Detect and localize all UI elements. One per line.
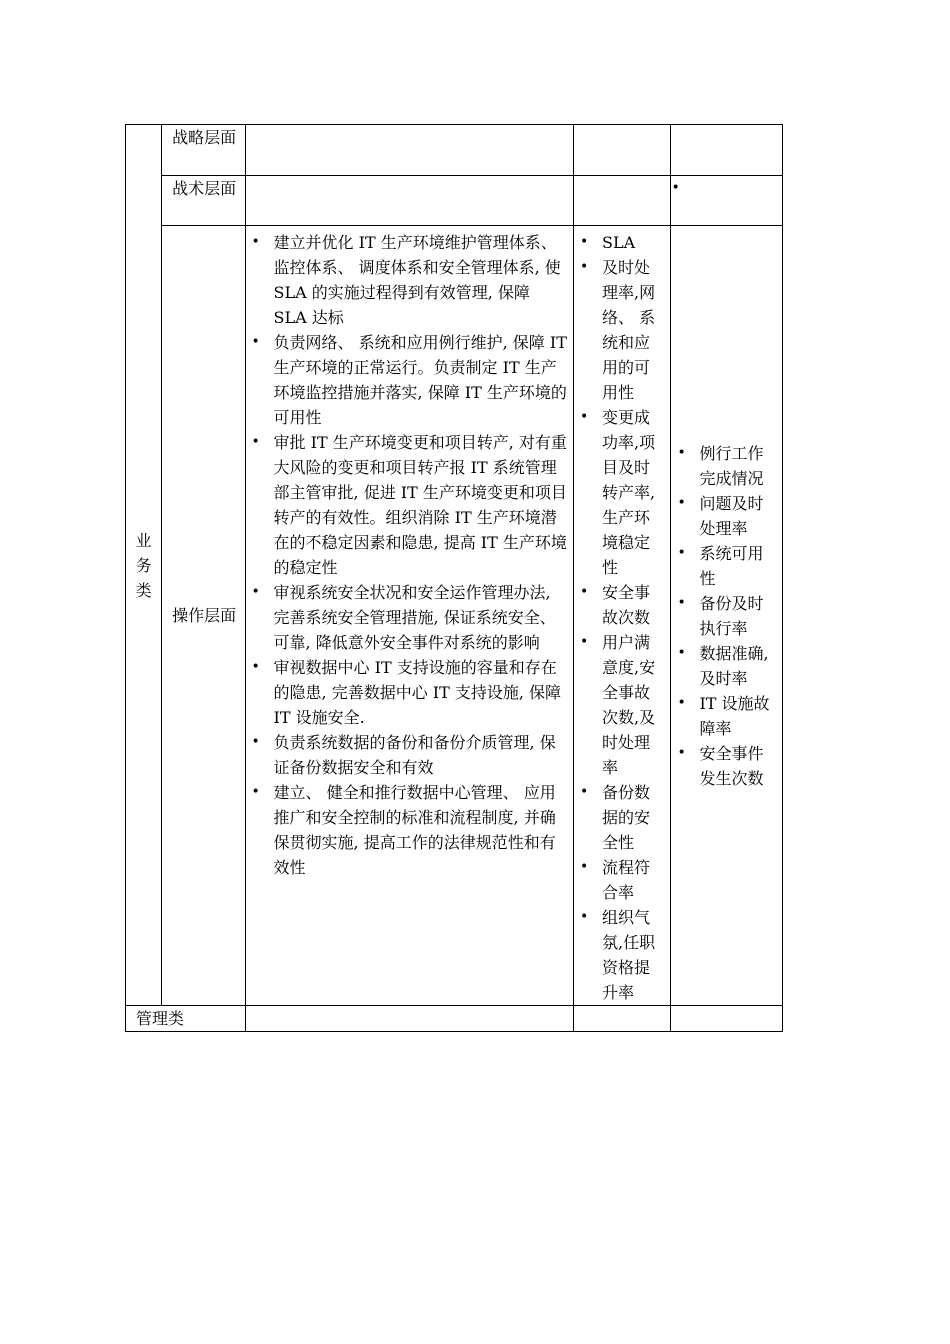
list-item: • 建立、 健全和推行数据中心管理、 应用推广和安全控制的标准和流程制度, 并确保贯彻实施, 提高工作的法律规范性和有效性: [274, 780, 568, 880]
description-list: [246, 226, 574, 880]
description-cell-strategic: [245, 125, 574, 176]
kpi-list: [574, 226, 670, 1005]
category-char: 业: [135, 530, 152, 550]
list-item: • 审批 IT 生产环境变更和项目转产, 对有重大风险的变更和项目转产报 IT 系统管理部主管审批, 促进 IT 生产环境变更和项目转产的有效性。组织消除 IT 生产环境潜在的不稳定因素和隐患, 提高 IT 生产环境的稳定性: [274, 430, 568, 580]
description-cell-operational: [245, 226, 574, 1006]
table-row-tactical: [126, 176, 783, 226]
list-item: • SLA: [602, 230, 662, 255]
metric-cell-operational: [671, 226, 783, 1006]
list-item: • 安全事故次数: [602, 580, 662, 630]
list-item: • IT 设施故障率: [699, 691, 772, 741]
list-item: • 备份及时执行率: [699, 591, 772, 641]
list-item: • 组织气氛,任职资格提升率: [602, 905, 662, 1005]
list-item: • 变更成功率,项目及时转产率,生产环境稳定性: [602, 405, 662, 580]
metric-cell-tactical: [671, 176, 783, 226]
list-item: • 流程符合率: [602, 855, 662, 905]
kpi-cell-operational: [574, 226, 671, 1006]
table-row-strategic: [126, 125, 783, 176]
list-item: • 安全事件发生次数: [699, 741, 772, 791]
list-item: • 备份数据的安全性: [602, 780, 662, 855]
list-item: • 用户满意度,安全事故次数,及时处理率: [602, 630, 662, 780]
category-cell-management: 管理类: [126, 1006, 246, 1032]
metric-cell-management: [671, 1006, 783, 1032]
list-item: • 问题及时处理率: [699, 491, 772, 541]
table-row-operational: [126, 226, 783, 1006]
list-item: • 例行工作完成情况: [699, 441, 772, 491]
responsibility-table: [125, 124, 783, 1032]
list-item: • 审视数据中心 IT 支持设施的容量和存在的隐患, 完善数据中心 IT 支持设施, 保障 IT 设施安全.: [274, 655, 568, 730]
list-item: • 及时处理率,网络、 系统和应用的可用性: [602, 255, 662, 405]
list-item: • 负责网络、 系统和应用例行维护, 保障 IT 生产环境的正常运行。负责制定 IT 生产环境监控措施并落实, 保障 IT 生产环境的可用性: [274, 330, 568, 430]
kpi-cell-management: [574, 1006, 671, 1032]
kpi-cell-strategic: [574, 125, 671, 176]
level-cell-strategic: 战略层面: [162, 125, 245, 176]
list-item: • 数据准确, 及时率: [699, 641, 772, 691]
list-item: • 负责系统数据的备份和备份介质管理, 保证备份数据安全和有效: [274, 730, 568, 780]
metric-list: [671, 441, 782, 791]
table-row-management: [126, 1006, 783, 1032]
list-item: • 建立并优化 IT 生产环境维护管理体系、监控体系、 调度体系和安全管理体系, 使 SLA 的实施过程得到有效管理, 保障 SLA 达标: [274, 230, 568, 330]
level-cell-operational: 操作层面: [162, 226, 245, 1006]
kpi-cell-tactical: [574, 176, 671, 226]
category-cell-business: [126, 125, 162, 1006]
category-char: 务: [135, 555, 152, 575]
category-char: 类: [135, 580, 152, 600]
description-cell-tactical: [245, 176, 574, 226]
description-cell-management: [245, 1006, 574, 1032]
list-item: • 系统可用性: [699, 541, 772, 591]
level-cell-tactical: 战术层面: [162, 176, 245, 226]
metric-cell-strategic: [671, 125, 783, 176]
list-item: • 审视系统安全状况和安全运作管理办法, 完善系统安全管理措施, 保证系统安全、 可靠, 降低意外安全事件对系统的影响: [274, 580, 568, 655]
bullet-icon: •: [671, 180, 680, 196]
